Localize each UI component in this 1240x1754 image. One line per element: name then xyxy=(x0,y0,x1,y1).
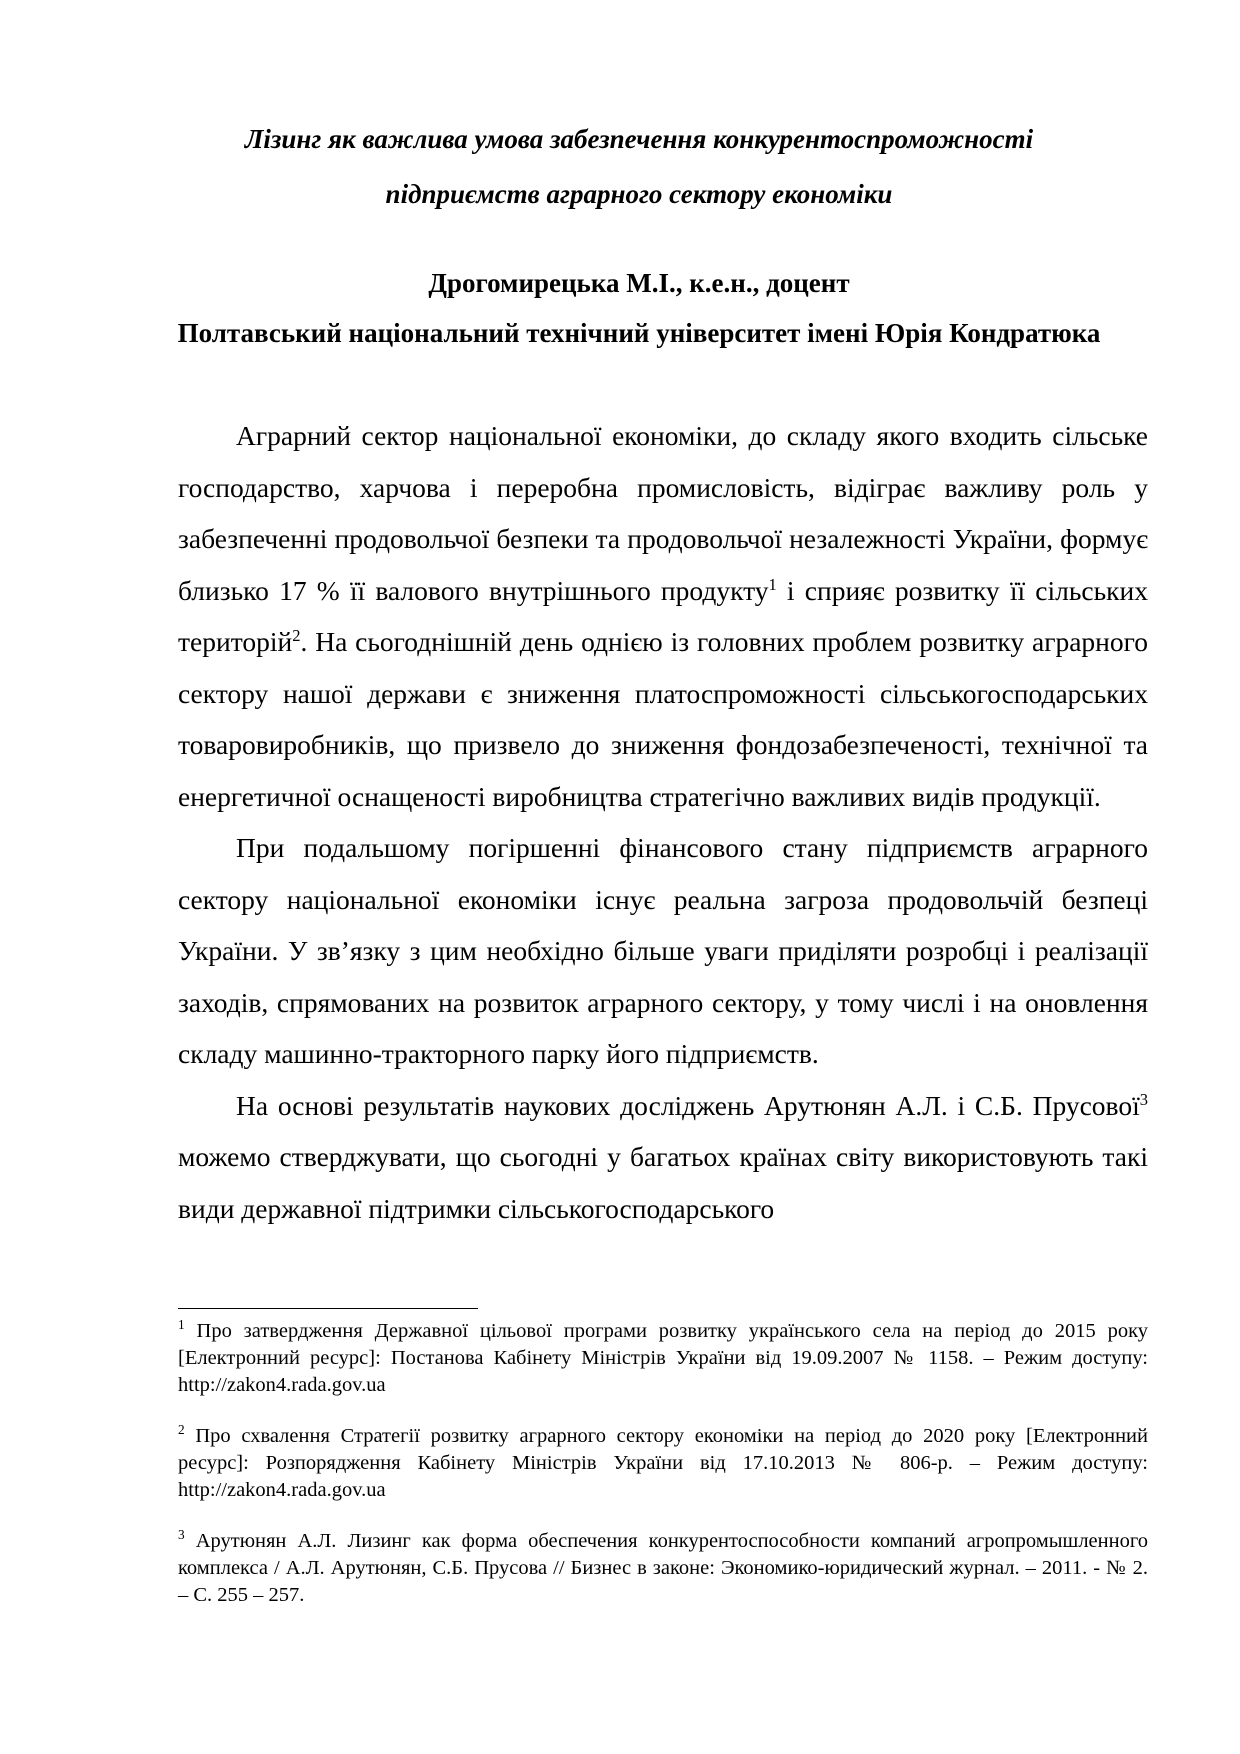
footnote-text-2: Про схвалення Стратегії розвитку аграрного сектору економіки на період до 2020 року [Електронний ресурс]: Розпорядження Кабінету Міністрів України від 17.10.2013 № 806-р. – Режим доступу: http://zakon4.rada.gov.ua xyxy=(178,1425,1148,1501)
paragraph-1-text-c: . На сьогоднішній день однією із головних проблем розвитку аграрного сектору нашої держави є зниження платоспроможності сільськогосподарських товаровиробників, що призвело до зниження фондозабезпеченості, технічної та енергетичної оснащеності виробництва стратегічно важливих видів продукції. xyxy=(178,626,1148,812)
paragraph-1-text-b: і сприяє розвитку її сільських територій xyxy=(178,574,1148,657)
footnote-mark-3: 3 xyxy=(178,1527,185,1543)
author-affiliation: Полтавський національний технічний університет імені Юрія Кондратюка xyxy=(177,318,1101,348)
footnote-1 xyxy=(178,1318,1148,1399)
author-name: Дрогомирецька М.І., к.е.н., доцент xyxy=(428,268,850,298)
paragraph-1 xyxy=(178,410,1148,822)
footnote-2 xyxy=(178,1423,1148,1504)
paragraph-3 xyxy=(178,1080,1148,1235)
footnote-ref-1: 1 xyxy=(768,574,777,594)
author-block xyxy=(150,258,1128,358)
title-line-1: Лізинг як важлива умова забезпечення конкурентоспроможності xyxy=(244,124,1034,154)
footnote-ref-3: 3 xyxy=(1139,1089,1148,1109)
footnote-mark-2: 2 xyxy=(178,1422,185,1438)
footnote-3 xyxy=(178,1528,1148,1609)
paragraph-3-text-b: можемо стверджувати, що сьогодні у багатьох країнах світу використовують такі види державної підтримки сільськогосподарського xyxy=(178,1141,1148,1224)
title-line-2: підприємств аграрного сектору економіки xyxy=(385,179,893,209)
footnote-text-1: Про затвердження Державної цільової програми розвитку українського села на період до 2015 року [Електронний ресурс]: Постанова Кабінету Міністрів України від 19.09.2007 № 1158. – Режим доступу: http://zakon4.rada.gov.ua xyxy=(178,1320,1148,1396)
article-title xyxy=(150,112,1128,222)
footnote-ref-2: 2 xyxy=(292,625,301,645)
footnote-mark-1: 1 xyxy=(178,1317,185,1333)
footnote-separator xyxy=(178,1308,478,1309)
footnotes xyxy=(178,1318,1148,1633)
paragraph-2: При подальшому погіршенні фінансового стану підприємств аграрного сектору національної економіки існує реальна загроза продовольчій безпеці України. У зв’язку з цим необхідно більше уваги приділяти розробці і реалізації заходів, спрямованих на розвиток аграрного сектору, у тому числі і на оновлення складу машинно-тракторного парку його підприємств. xyxy=(178,832,1148,1069)
paragraph-1-text-a: Аграрний сектор національної економіки, до складу якого входить сільське господарство, харчова і переробна промисловість, відіграє важливу роль у забезпеченні продовольчої безпеки та продовольчої незалежності України, формує близько 17 % її валового внутрішнього продукту xyxy=(178,420,1148,606)
article-body xyxy=(178,410,1148,1234)
footnote-text-3: Арутюнян А.Л. Лизинг как форма обеспечения конкурентоспособности компаний агропромышленного комплекса / А.Л. Арутюнян, С.Б. Прусова // Бизнес в законе: Экономико-юридический журнал. – 2011. - № 2. – С. 255 – 257. xyxy=(178,1530,1148,1606)
paragraph-3-text-a: На основі результатів наукових досліджень Арутюнян А.Л. і С.Б. Прусової xyxy=(236,1089,1140,1121)
